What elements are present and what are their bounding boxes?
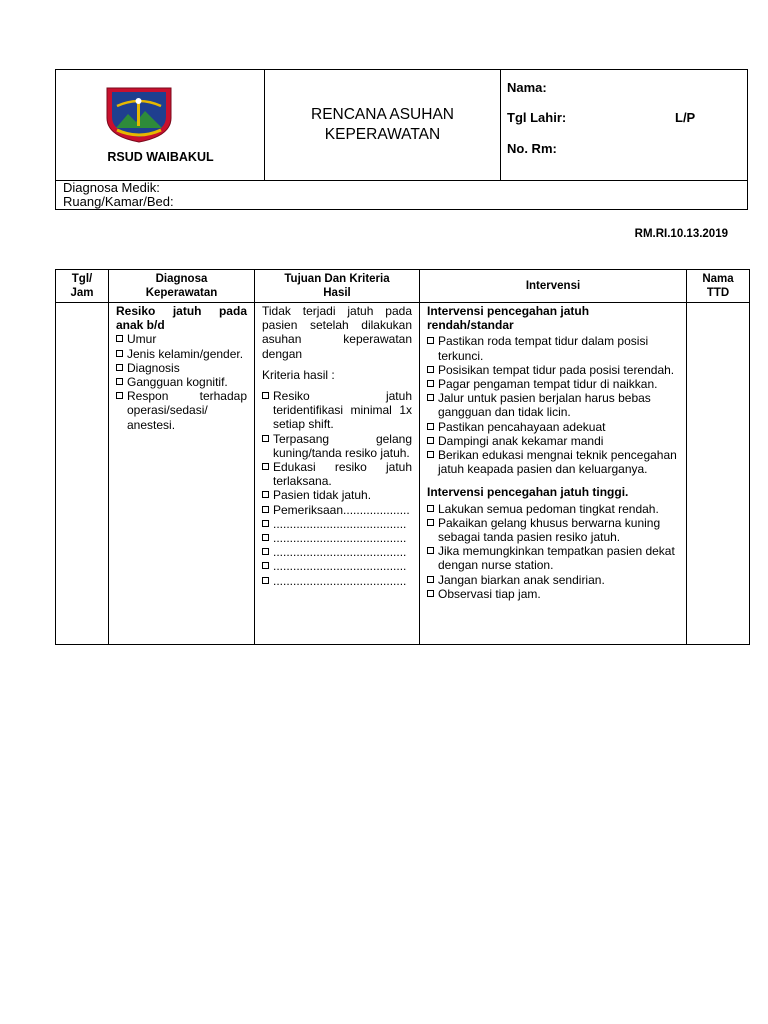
diagnosa-item[interactable]: Respon terhadap operasi/sedasi/ anestesi. [116, 389, 247, 432]
intervensi-high-item[interactable]: Observasi tiap jam. [427, 587, 679, 601]
col-nama-line2: TTD [706, 287, 730, 299]
intervensi-low-item[interactable]: Pastikan pencahayaan adekuat [427, 420, 679, 434]
intervensi-high-item[interactable]: Pakaikan gelang khusus berwarna kuning sebagai tanda pasien resiko jatuh. [427, 516, 679, 544]
kriteria-item[interactable]: Pemeriksaan.................... [262, 503, 412, 517]
table-row [56, 303, 750, 645]
lp-label: L/P [675, 110, 696, 125]
col-nama-ttd [687, 270, 750, 303]
col-diag-line2: Keperawatan [145, 287, 218, 299]
diagnosa-item[interactable]: Diagnosis [116, 361, 247, 375]
col-tujuan [255, 270, 420, 303]
col-tgl-line2: Jam [70, 287, 94, 299]
intervensi-high-item[interactable]: Jangan biarkan anak sendirian. [427, 573, 679, 587]
intervensi-high-title: Intervensi pencegahan jatuh tinggi. [427, 485, 629, 500]
tujuan-intro: Tidak terjadi jatuh pada pasien setelah dilakukan asuhan keperawatan dengan [262, 304, 412, 361]
form-title-line1: RENCANA ASUHAN [311, 106, 454, 123]
col-tgl-jam [56, 270, 109, 303]
intervensi-low-title: Intervensi pencegahan jatuh rendah/standar [427, 304, 590, 333]
hospital-logo [103, 84, 175, 144]
diagnosa-medik-label: Diagnosa Medik: [63, 180, 160, 195]
cell-nama-ttd[interactable] [687, 303, 750, 645]
diagnosa-item[interactable]: Umur [116, 332, 247, 346]
no-rm-label: No. Rm: [507, 141, 557, 156]
table-header-row [56, 270, 750, 303]
col-tujuan-line1: Tujuan Dan Kriteria [284, 273, 390, 285]
kriteria-item[interactable]: ........................................ [262, 559, 412, 573]
diagnosis-ward-row [56, 180, 747, 209]
intervensi-low-item[interactable]: Posisikan tempat tidur pada posisi terendah. [427, 363, 679, 377]
diagnosa-title: Resiko jatuh pada anak b/d [116, 304, 247, 333]
cell-tujuan [255, 303, 420, 645]
cell-intervensi [420, 303, 687, 645]
spacer [262, 382, 412, 389]
col-diag-line1: Diagnosa [155, 273, 208, 285]
spacer [262, 361, 412, 368]
logo-cell [56, 70, 265, 180]
intervensi-low-item[interactable]: Jalur untuk pasien berjalan harus bebas gangguan dan tidak licin. [427, 391, 679, 419]
kriteria-item[interactable]: Pasien tidak jatuh. [262, 488, 412, 502]
intervensi-low-item[interactable]: Dampingi anak kekamar mandi [427, 434, 679, 448]
kriteria-item[interactable]: ........................................ [262, 531, 412, 545]
spacer [427, 476, 679, 485]
cell-diagnosa [109, 303, 255, 645]
kriteria-checklist [262, 389, 412, 588]
kriteria-item[interactable]: Resiko jatuh teridentifikasi minimal 1x setiap shift. [262, 389, 412, 432]
intervensi-low-item[interactable]: Berikan edukasi mengnai teknik pencegahan jatuh keapada pasien dan keluarganya. [427, 448, 679, 476]
intervensi-high-item[interactable]: Jika memungkinkan tempatkan pasien dekat dengan nurse station. [427, 544, 679, 572]
col-intervensi: Intervensi [420, 270, 687, 303]
kriteria-item[interactable]: ........................................ [262, 517, 412, 531]
intervensi-high-checklist [427, 502, 679, 601]
intervensi-low-item[interactable]: Pagar pengaman tempat tidur di naikkan. [427, 377, 679, 391]
diagnosa-item[interactable]: Gangguan kognitif. [116, 375, 247, 389]
form-header [55, 69, 748, 210]
col-nama-line1: Nama [702, 273, 734, 285]
diagnosa-item[interactable]: Jenis kelamin/gender. [116, 347, 247, 361]
ruang-kamar-bed-label: Ruang/Kamar/Bed: [63, 193, 174, 209]
kriteria-item[interactable]: ........................................ [262, 574, 412, 588]
kriteria-item[interactable]: ........................................ [262, 545, 412, 559]
col-tujuan-line2: Hasil [323, 287, 351, 299]
care-plan-table [55, 269, 750, 645]
col-diagnosa [109, 270, 255, 303]
cell-tgl-jam[interactable] [56, 303, 109, 645]
form-title-line2: KEPERAWATAN [324, 126, 441, 143]
kriteria-item[interactable]: Terpasang gelang kuning/tanda resiko jatuh. [262, 432, 412, 460]
patient-id-cell [501, 70, 747, 180]
kriteria-item[interactable]: Edukasi resiko jatuh terlaksana. [262, 460, 412, 488]
form-title [265, 70, 501, 180]
col-tgl-line1: Tgl/ [71, 273, 93, 285]
hospital-name: RSUD WAIBAKUL [107, 150, 214, 164]
intervensi-low-checklist [427, 334, 679, 476]
diagnosa-checklist [116, 332, 247, 431]
intervensi-high-item[interactable]: Lakukan semua pedoman tingkat rendah. [427, 502, 679, 516]
kriteria-label: Kriteria hasil : [262, 367, 335, 382]
document-code: RM.RI.10.13.2019 [634, 228, 728, 240]
nama-label: Nama: [507, 80, 547, 95]
intervensi-low-item[interactable]: Pastikan roda tempat tidur dalam posisi terkunci. [427, 334, 679, 362]
tgl-lahir-label: Tgl Lahir: [507, 110, 567, 125]
